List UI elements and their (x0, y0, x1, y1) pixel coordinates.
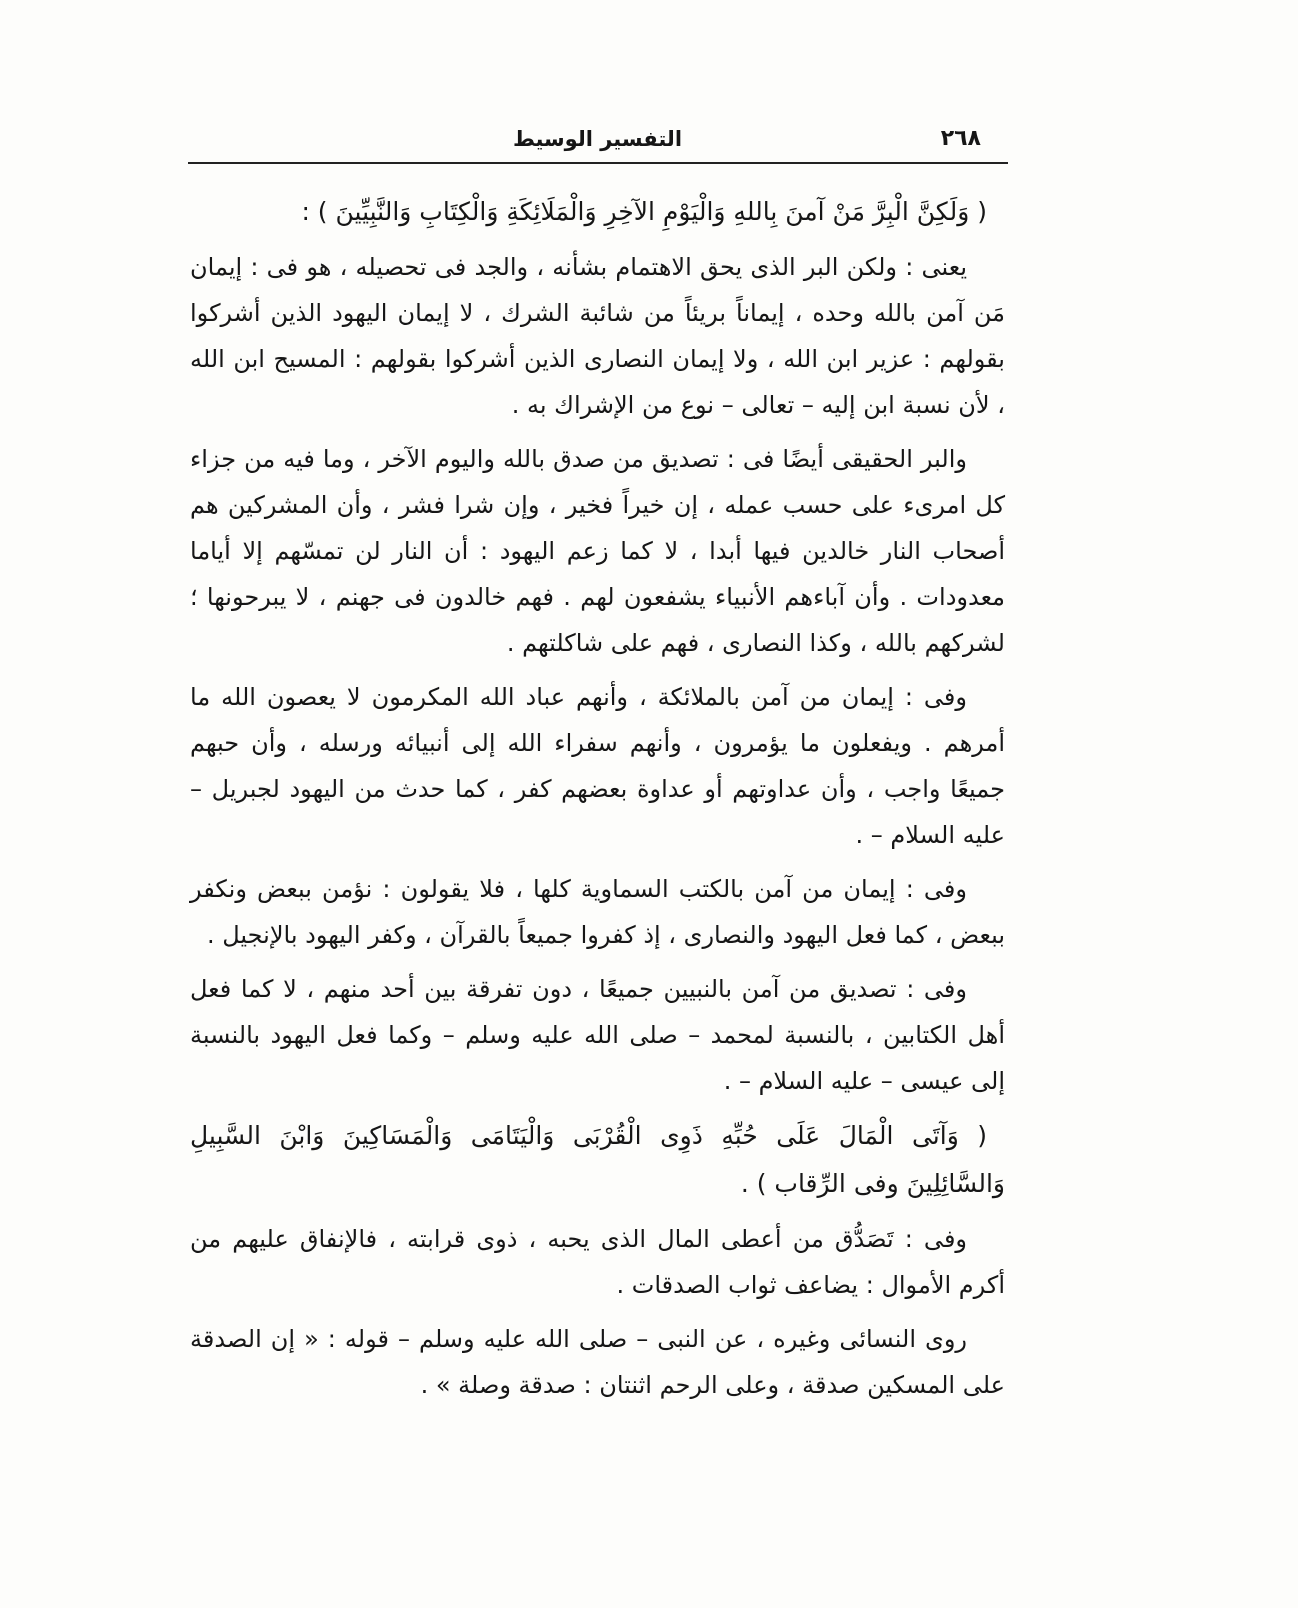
page-text (190, 188, 1005, 1416)
running-head (190, 122, 1005, 158)
commentary-paragraph-2: والبر الحقيقى أيضًا فى : تصديق من صدق بالله واليوم الآخر ، وما فيه من جزاء كل امرىء على حسب عمله ، إن خيراً فخير ، وإن شرا فشر ، وأن المشركين هم أصحاب النار خالدين فيها أبدا ، لا كما زعم اليهود : أن النار لن تمسّهم إلا أياما معدودات . وأن آباءهم الأنبياء يشفعون لهم . فهم خالدون فى جهنم ، لا يبرحونها ؛ لشركهم بالله ، وكذا النصارى ، فهم على شاكلتهم . (190, 445, 1005, 657)
commentary-paragraph-5: وفى : تصديق من آمن بالنبيين جميعًا ، دون تفرقة بين أحد منهم ، لا كما فعل أهل الكتابين ، بالنسبة لمحمد – صلى الله عليه وسلم – وكما فعل اليهود بالنسبة إلى عيسى – عليه السلام – . (190, 975, 1005, 1095)
book-title: التفسير الوسيط (512, 127, 683, 151)
commentary-paragraph-6: وفى : تَصَدُّق من أعطى المال الذى يحبه ، ذوى قرابته ، فالإنفاق عليهم من أكرم الأموال : يضاعف ثواب الصدقات . (190, 1225, 1005, 1299)
page-number: ٢٦٨ (940, 126, 981, 151)
commentary-paragraph-1: يعنى : ولكن البر الذى يحق الاهتمام بشأنه ، والجد فى تحصيله ، هو فى : إيمان مَن آمن بالله وحده ، إيماناً بريئاً من شائبة الشرك ، لا إيمان اليهود الذين أشركوا بقولهم : عزير ابن الله ، ولا إيمان النصارى الذين أشركوا بقولهم : المسيح ابن الله ، لأن نسبة ابن إليه – تعالى – نوع من الإشراك به . (190, 253, 1005, 419)
quran-verse-1: ( وَلَكِنَّ الْبِرَّ مَنْ آمنَ بِاللهِ وَالْيَوْمِ الآخِرِ وَالْمَلَائِكَةِ وَالْكِتَابِ وَالنَّبِيِّينَ ) : (301, 197, 987, 226)
commentary-paragraph-4: وفى : إيمان من آمن بالكتب السماوية كلها ، فلا يقولون : نؤمن ببعض ونكفر ببعض ، كما فعل اليهود والنصارى ، إذ كفروا جميعاً بالقرآن ، وكفر اليهود بالإنجيل . (190, 875, 1005, 949)
hadith-paragraph: روى النسائى وغيره ، عن النبى – صلى الله عليه وسلم – قوله : « إن الصدقة على المسكين صدقة ، وعلى الرحم اثنتان : صدقة وصلة » . (190, 1325, 1005, 1399)
commentary-paragraph-3: وفى : إيمان من آمن بالملائكة ، وأنهم عباد الله المكرمون لا يعصون الله ما أمرهم . ويفعلون ما يؤمرون ، وأنهم سفراء الله إلى أنبيائه ورسله ، وأن حبهم جميعًا واجب ، وأن عداوتهم أو عداوة بعضهم كفر ، كما حدث من اليهود لجبريل – عليه السلام – . (190, 683, 1005, 849)
header-divider (188, 162, 1008, 164)
quran-verse-2: ( وَآتَى الْمَالَ عَلَى حُبِّهِ ذَوِى الْقُرْبَى وَالْيَتَامَى وَالْمَسَاكِينَ وَابْنَ السَّبِيلِ وَالسَّائِلِينَ وفى الرِّقاب ) . (190, 1121, 1005, 1198)
